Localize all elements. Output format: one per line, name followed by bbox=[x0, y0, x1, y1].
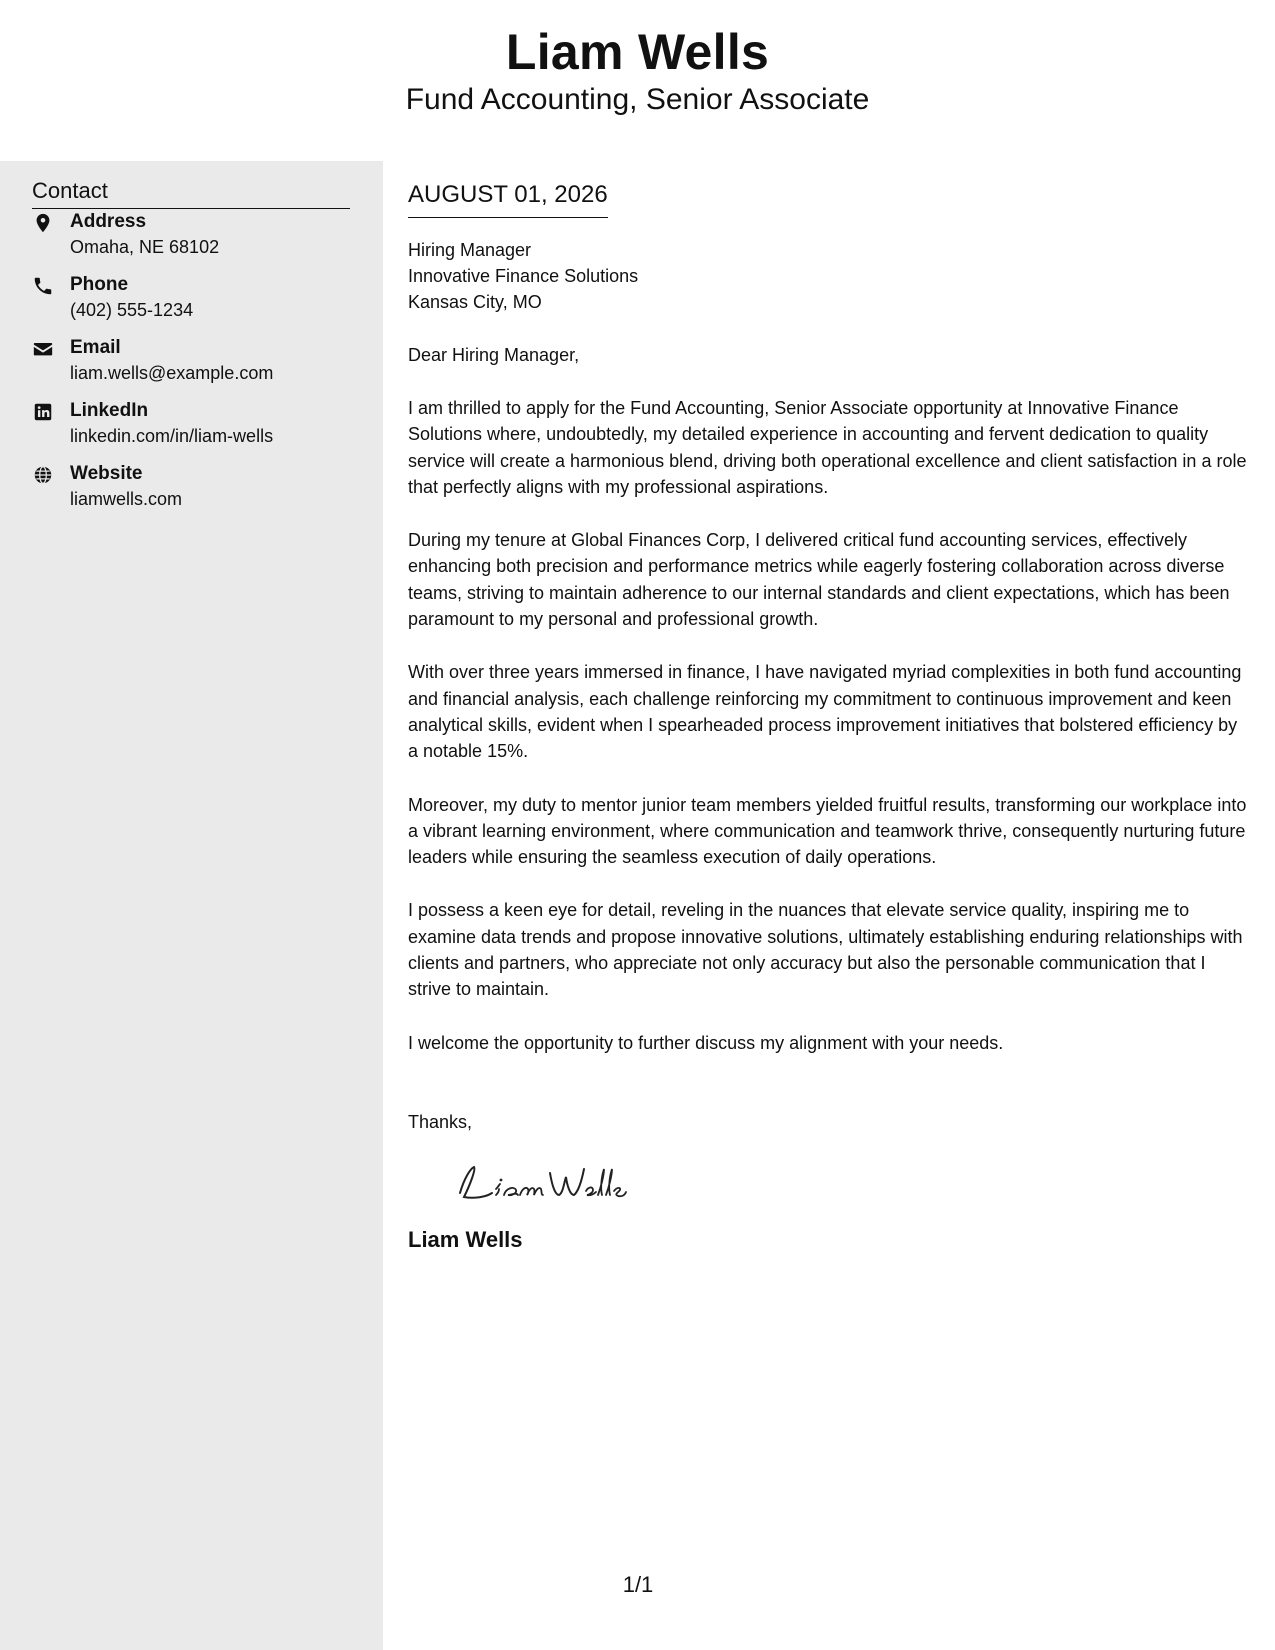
recipient-line: Innovative Finance Solutions bbox=[408, 266, 639, 286]
page-number: 1/1 bbox=[622, 1572, 654, 1597]
body-paragraph: Moreover, my duty to mentor junior team members yielded fruitful results, transforming our workplace into a vibrant learning environment, where communication and teamwork thrive, consequently nurturing future leaders while ensuring the seamless execution of daily operations. bbox=[408, 794, 1247, 868]
linkedin-icon bbox=[32, 401, 54, 423]
website-value: liamwells.com bbox=[70, 489, 183, 509]
location-pin-icon bbox=[32, 212, 54, 234]
linkedin-value: linkedin.com/in/liam-wells bbox=[70, 426, 274, 446]
address-label: Address bbox=[70, 211, 147, 232]
contact-linkedin bbox=[32, 399, 372, 449]
recipient-line: Kansas City, MO bbox=[408, 292, 542, 312]
contact-website bbox=[32, 462, 372, 512]
contact-address bbox=[32, 210, 372, 260]
letter-date: AUGUST 01, 2026 bbox=[408, 178, 608, 218]
applicant-name: Liam Wells bbox=[505, 24, 770, 80]
body-paragraph: I welcome the opportunity to further discuss my alignment with your needs. bbox=[408, 1032, 1004, 1053]
handwritten-signature bbox=[446, 1155, 636, 1215]
letter-header bbox=[0, 0, 1275, 161]
recipient-block bbox=[408, 237, 1250, 315]
body-paragraph: I possess a keen eye for detail, reveling in the nuances that elevate service quality, inspiring me to examine data trends and propose innovative solutions, ultimately establishing enduring relationships with clients and partners, who appreciate not only accuracy but also the personable communication that I strive to maintain. bbox=[408, 900, 1243, 1000]
email-label: Email bbox=[70, 337, 121, 358]
salutation: Dear Hiring Manager, bbox=[408, 345, 580, 365]
signed-name: Liam Wells bbox=[408, 1226, 523, 1252]
website-label: Website bbox=[70, 463, 143, 484]
address-value: Omaha, NE 68102 bbox=[70, 237, 220, 257]
body-paragraph: During my tenure at Global Finances Corp, I delivered critical fund accounting services, effectively enhancing both precision and performance metrics while eagerly fostering collaboration across diverse teams, striving to maintain adherence to our internal standards and client expectations, which has been paramount to my personal and professional growth. bbox=[408, 530, 1230, 630]
contact-phone bbox=[32, 273, 372, 323]
contact-heading: Contact bbox=[32, 176, 350, 209]
globe-icon bbox=[32, 464, 54, 486]
recipient-line: Hiring Manager bbox=[408, 240, 532, 260]
body-paragraph: With over three years immersed in finance, I have navigated myriad complexities in both fund accounting and financial analysis, each challenge reinforcing my commitment to continuous improvement and keen analytical skills, evident when I spearheaded process improvement initiatives that bolstered efficiency by a notable 15%. bbox=[408, 662, 1242, 762]
phone-value: (402) 555-1234 bbox=[70, 300, 194, 320]
phone-label: Phone bbox=[70, 274, 129, 295]
letter-body bbox=[408, 178, 1250, 1255]
linkedin-label: LinkedIn bbox=[70, 400, 149, 421]
envelope-icon bbox=[32, 338, 54, 360]
phone-icon bbox=[32, 275, 54, 297]
applicant-title: Fund Accounting, Senior Associate bbox=[405, 83, 870, 116]
closing-text: Thanks, bbox=[408, 1111, 473, 1132]
contact-email bbox=[32, 336, 372, 386]
email-value: liam.wells@example.com bbox=[70, 363, 274, 383]
body-paragraph: I am thrilled to apply for the Fund Accounting, Senior Associate opportunity at Innovative Finance Solutions where, undoubtedly, my detailed experience in accounting and fervent dedication to quality service will create a harmonious blend, driving both operational excellence and client satisfaction in a role that perfectly aligns with my professional aspirations. bbox=[408, 398, 1247, 497]
